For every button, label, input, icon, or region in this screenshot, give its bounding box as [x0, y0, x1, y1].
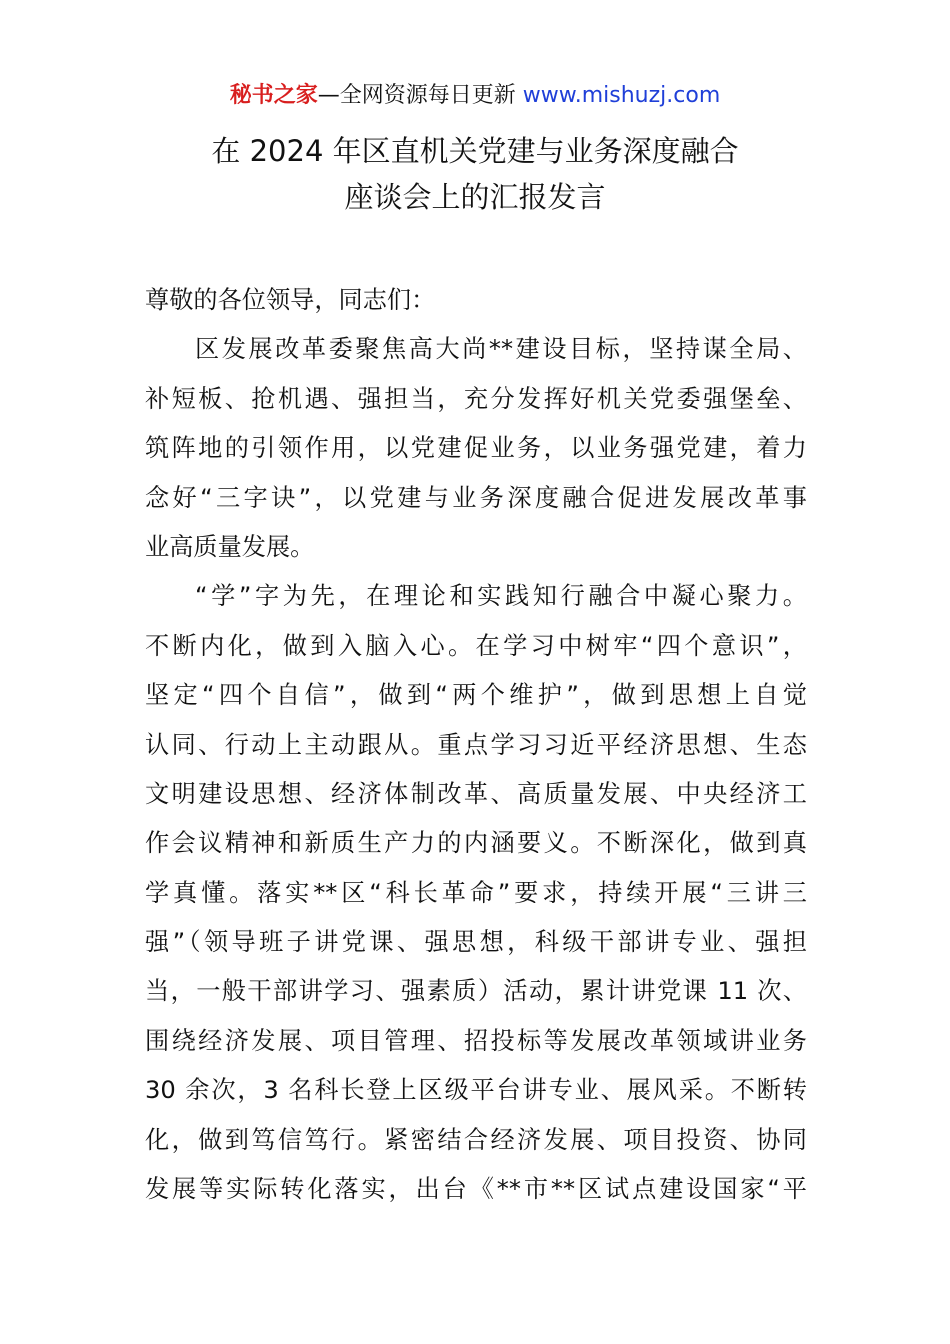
paragraph-line: 发展等实际转化落实，出台《**市**区试点建设国家“平	[145, 1175, 807, 1204]
website-link[interactable]: www.mishuzj.com	[522, 83, 721, 108]
paragraph-line: 坚定“四个自信”，做到“两个维护”，做到思想上自觉	[145, 681, 807, 710]
brand-name: 秘书之家	[229, 83, 318, 108]
paragraph-line: 文明建设思想、经济体制改革、高质量发展、中央经济工	[145, 779, 807, 808]
salutation: 尊敬的各位领导，同志们：	[145, 286, 436, 314]
site-header	[0, 80, 950, 112]
paragraph-line: 区发展改革委聚焦高大尚**建设目标，坚持谋全局、	[195, 335, 807, 364]
header-tagline: —全网资源每日更新	[317, 83, 523, 108]
paragraph-line: 围绕经济发展、项目管理、招投标等发展改革领域讲业务	[145, 1026, 807, 1055]
paragraph-line: 作会议精神和新质生产力的内涵要义。不断深化，做到真	[145, 829, 807, 858]
paragraph-line: 筑阵地的引领作用，以党建促业务，以业务强党建，着力	[145, 434, 807, 463]
paragraph-line: 学真懂。落实**区“科长革命”要求，持续开展“三讲三	[145, 878, 807, 907]
title-line: 在 2024 年区直机关党建与业务深度融合	[211, 134, 739, 168]
paragraph-line: 认同、行动上主动跟从。重点学习习近平经济思想、生态	[145, 730, 807, 759]
paragraph-line: 念好“三字诀”，以党建与业务深度融合促进发展改革事	[145, 483, 807, 512]
title-line: 座谈会上的汇报发言	[344, 180, 606, 214]
paragraph-line: 强”（领导班子讲党课、强思想，科级干部讲专业、强担	[145, 928, 807, 957]
paragraph-line: 业高质量发展。	[145, 532, 315, 561]
paragraph-line: 当，一般干部讲学习、强素质）活动，累计讲党课 11 次、	[145, 977, 807, 1006]
paragraph-line: 化，做到笃信笃行。紧密结合经济发展、项目投资、协同	[145, 1125, 807, 1154]
paragraph-line: “学”字为先，在理论和实践知行融合中凝心聚力。	[195, 582, 807, 611]
document-title	[0, 128, 950, 220]
paragraph-line: 不断内化，做到入脑入心。在学习中树牢“四个意识”，	[145, 631, 807, 660]
document-body	[145, 276, 807, 1214]
paragraph-line: 30 余次，3 名科长登上区级平台讲专业、展风采。不断转	[145, 1076, 807, 1105]
paragraph-line: 补短板、抢机遇、强担当，充分发挥好机关党委强堡垒、	[145, 384, 807, 413]
